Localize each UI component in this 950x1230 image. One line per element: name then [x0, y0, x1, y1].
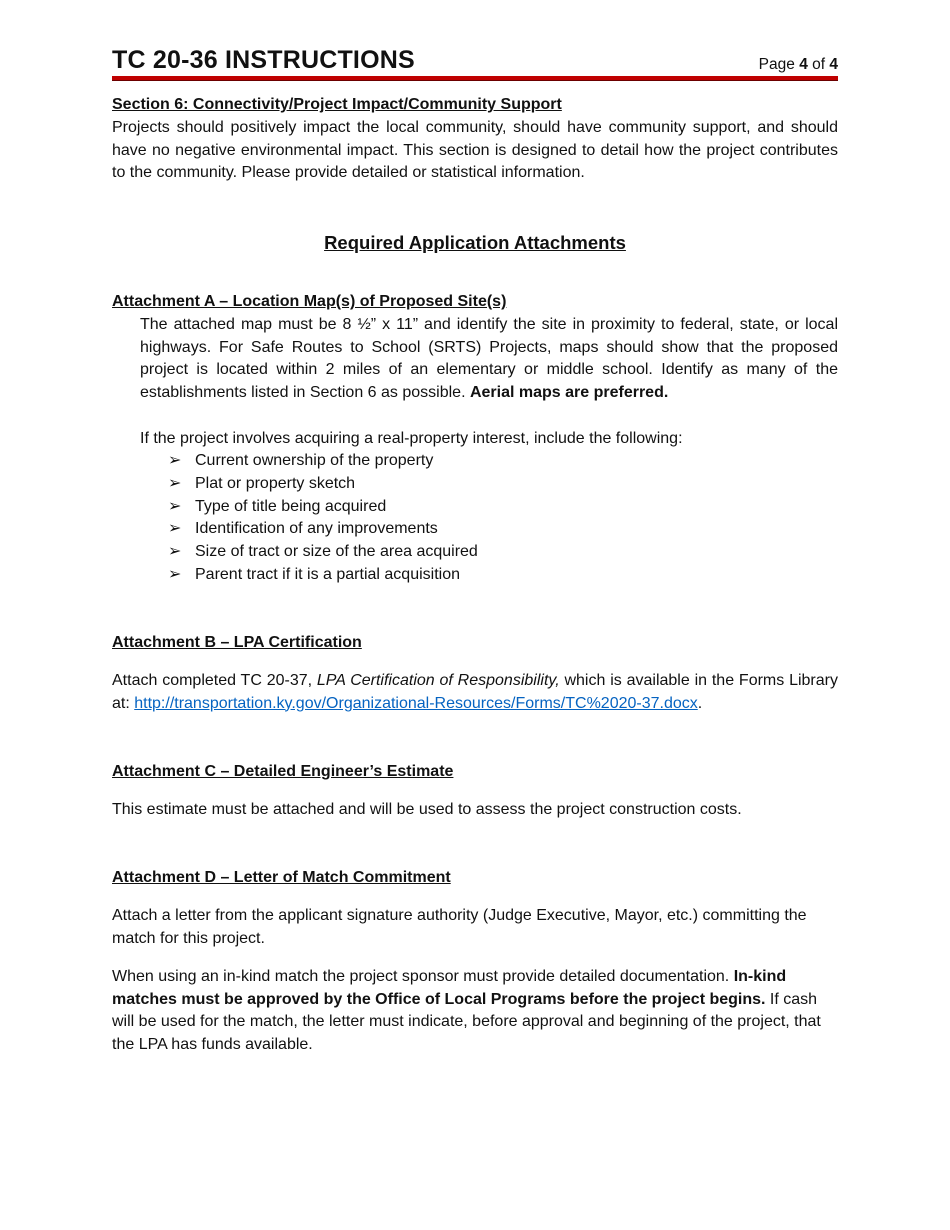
section6-heading: Section 6: Connectivity/Project Impact/Community Support: [112, 96, 562, 113]
header-rule-shadow: [112, 80, 838, 81]
attachment-d-para2: When using an in-kind match the project sponsor must provide detailed documentation. In-kind matches must be approved by the Office of Local Programs before the project begins. If cash will be used for the match, the letter must indicate, before approval and beginning of the project, that the LPA has funds available.: [112, 968, 821, 1053]
page-header: [112, 44, 838, 78]
attachments-heading: Required Application Attachments: [324, 232, 626, 253]
attachment-d-para1: Attach a letter from the applicant signature authority (Judge Executive, Mayor, etc.) committing the match for this project.: [112, 907, 807, 947]
list-item: ➢ Identification of any improvements: [168, 518, 478, 541]
list-item: ➢ Parent tract if it is a partial acquisition: [168, 564, 478, 587]
arrow-bullet-icon: ➢: [168, 452, 182, 469]
list-item: ➢ Type of title being acquired: [168, 496, 478, 519]
arrow-bullet-icon: ➢: [168, 497, 182, 515]
document-title: TC 20-36 INSTRUCTIONS: [112, 46, 415, 74]
list-item: ➢ Current ownership of the property: [168, 450, 478, 473]
attachment-a-text: The attached map must be 8 ½” x 11” and identify the site in proximity to federal, state, or local highways. For Safe Routes to School (SRTS) Projects, maps should show that the proposed project is located within 2 miles of an elementary or middle school. Identify as many of the establishments listed in Section 6 as possible.: [140, 316, 838, 401]
section6-body: Projects should positively impact the local community, should have community support, and should have no negative environmental impact. This section is designed to detail how the project contributes to the community. Please provide detailed or statistical information.: [112, 119, 838, 182]
page-number: [759, 56, 838, 74]
list-item: ➢ Plat or property sketch: [168, 473, 478, 496]
in-kind-approval-note: In-kind matches must be approved by the Office of Local Programs before the project begins.: [112, 968, 787, 1008]
arrow-bullet-icon: ➢: [168, 543, 182, 561]
attachment-a-bold-note: Aerial maps are preferred.: [469, 383, 669, 401]
page-of: of: [812, 56, 826, 73]
page-current: 4: [799, 56, 808, 73]
attachment-b-body: Attach completed TC 20-37, LPA Certification of Responsibility, which is available in the Forms Library at: http://transportation.ky.gov/Organizational-Resources/Forms/TC%2020-37.docx.: [112, 672, 838, 712]
acquisition-list: [168, 450, 478, 587]
attachment-a-list-intro: If the project involves acquiring a real-property interest, include the following:: [140, 430, 683, 447]
form-title: LPA Certification of Responsibility,: [316, 672, 560, 689]
attachment-a-heading: Attachment A – Location Map(s) of Proposed Site(s): [112, 293, 507, 310]
arrow-bullet-icon: ➢: [168, 520, 182, 538]
page-prefix: Page: [758, 56, 795, 73]
page-total: 4: [829, 56, 838, 73]
attachment-c-body: This estimate must be attached and will be used to assess the project construction costs.: [112, 801, 742, 818]
arrow-bullet-icon: ➢: [168, 474, 182, 492]
attachment-d-heading: Attachment D – Letter of Match Commitment: [112, 869, 451, 886]
arrow-bullet-icon: ➢: [168, 565, 182, 583]
attachment-c-heading: Attachment C – Detailed Engineer’s Estimate: [112, 763, 454, 780]
attachment-a-body: [140, 314, 838, 404]
attachment-b-heading: Attachment B – LPA Certification: [112, 634, 362, 651]
forms-library-link[interactable]: http://transportation.ky.gov/Organizational-Resources/Forms/TC%2020-37.docx: [134, 694, 698, 712]
list-item: ➢ Size of tract or size of the area acquired: [168, 541, 478, 564]
